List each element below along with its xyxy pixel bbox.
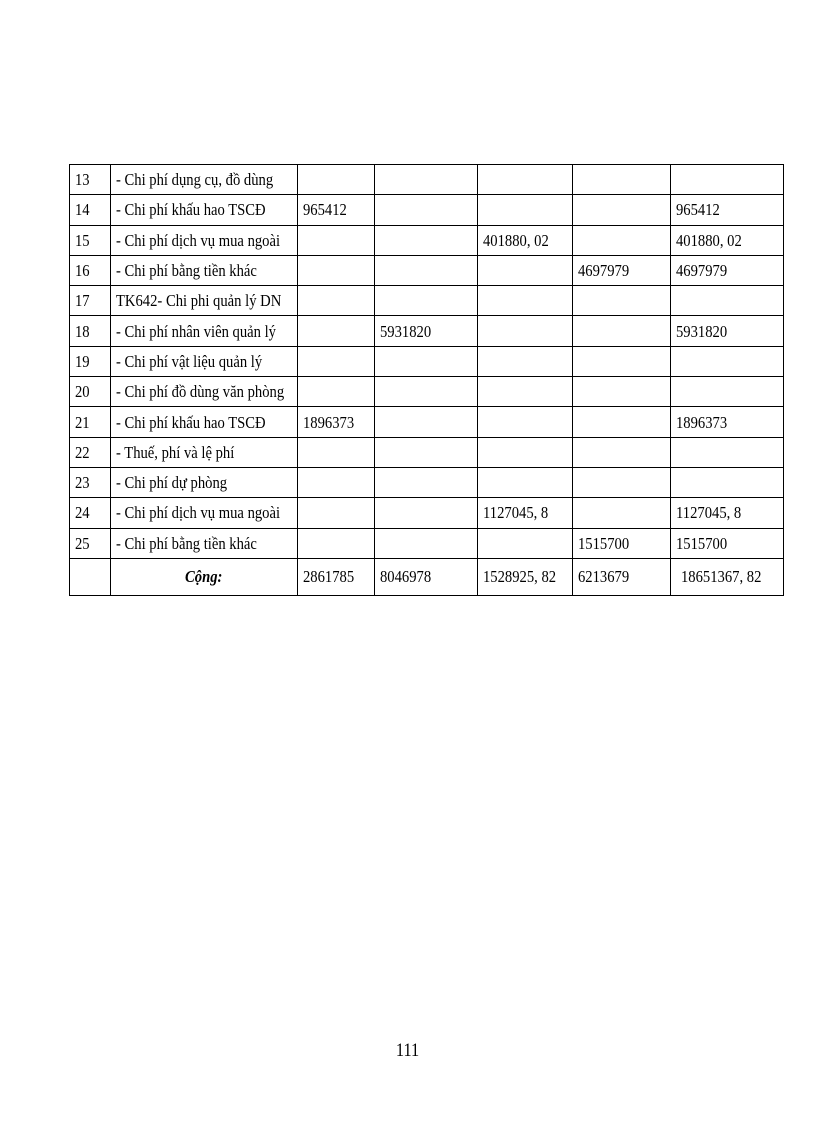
cell-text: 401880, 02	[483, 230, 549, 250]
table-cell-v5	[671, 528, 784, 558]
cell-text: 1896373	[303, 412, 355, 432]
cell-text: 1896373	[676, 412, 728, 432]
table-cell-v2	[375, 225, 478, 255]
cell-text: 19	[75, 351, 90, 371]
table-cell-desc	[111, 225, 298, 255]
table-cell-no	[70, 528, 111, 558]
total-cell-v2	[375, 558, 478, 595]
total-cell-v4	[573, 558, 671, 595]
table-cell-v3	[478, 195, 573, 225]
table-cell-v4	[573, 286, 671, 316]
table-row	[70, 528, 784, 558]
table-cell-desc	[111, 407, 298, 437]
table-cell-v1	[298, 498, 375, 528]
table-cell-v3	[478, 286, 573, 316]
table-cell-v2	[375, 286, 478, 316]
table-cell-v1	[298, 316, 375, 346]
table-cell-v3	[478, 346, 573, 376]
table-row	[70, 165, 784, 195]
table-cell-v2	[375, 437, 478, 467]
table-cell-no	[70, 407, 111, 437]
table-row	[70, 377, 784, 407]
cell-text: - Chi phí nhân viên quản lý	[116, 321, 276, 341]
cell-text: 5931820	[380, 321, 432, 341]
table-cell-v4	[573, 346, 671, 376]
table-cell-v5	[671, 467, 784, 497]
cell-text: 18	[75, 321, 90, 341]
table-cell-v3	[478, 316, 573, 346]
cell-text: 25	[75, 533, 90, 553]
table-cell-v4	[573, 437, 671, 467]
table-row	[70, 195, 784, 225]
cell-text: - Chi phí bằng tiền khác	[116, 261, 257, 281]
total-row	[70, 558, 784, 595]
cell-text: 1515700	[676, 533, 728, 553]
table-cell-v1	[298, 437, 375, 467]
cell-text: 20	[75, 382, 90, 402]
table-cell-no	[70, 225, 111, 255]
table-cell-no	[70, 437, 111, 467]
cell-text: - Chi phí dụng cụ, đồ dùng	[116, 170, 274, 190]
table-cell-v4	[573, 467, 671, 497]
cell-text: 1528925, 82	[483, 567, 557, 587]
total-cell-v5	[671, 558, 784, 595]
table-cell-desc	[111, 528, 298, 558]
cell-text: TK642- Chi phi quản lý DN	[116, 291, 282, 311]
table-cell-v4	[573, 225, 671, 255]
table-cell-v1	[298, 467, 375, 497]
table-cell-v1	[298, 255, 375, 285]
table-cell-no	[70, 498, 111, 528]
total-cell-v1	[298, 558, 375, 595]
table-cell-v2	[375, 528, 478, 558]
table-cell-no	[70, 467, 111, 497]
table-cell-v1	[298, 165, 375, 195]
table-cell-v4	[573, 377, 671, 407]
table-cell-desc	[111, 498, 298, 528]
table-row	[70, 255, 784, 285]
table-row	[70, 498, 784, 528]
table-cell-no	[70, 346, 111, 376]
cell-text: 24	[75, 503, 90, 523]
total-cell-empty	[70, 558, 111, 595]
table-cell-v2	[375, 195, 478, 225]
table-cell-v3	[478, 255, 573, 285]
table-cell-desc	[111, 165, 298, 195]
table-cell-v1	[298, 346, 375, 376]
cell-text: 23	[75, 473, 90, 493]
page-number	[0, 1040, 816, 1062]
page-number-text: 111	[396, 1040, 420, 1061]
table-cell-v3	[478, 467, 573, 497]
table-cell-desc	[111, 255, 298, 285]
table-cell-v4	[573, 165, 671, 195]
table-cell-v5	[671, 437, 784, 467]
table-cell-v3	[478, 437, 573, 467]
cell-text: 965412	[303, 200, 347, 220]
table-cell-no	[70, 286, 111, 316]
table-cell-v2	[375, 498, 478, 528]
cell-text: 5931820	[676, 321, 728, 341]
table-cell-v3	[478, 528, 573, 558]
table-cell-v2	[375, 316, 478, 346]
cell-text: 4697979	[578, 261, 630, 281]
table-cell-no	[70, 195, 111, 225]
cell-text: 6213679	[578, 567, 630, 587]
cost-allocation-table	[69, 164, 784, 596]
table-cell-v3	[478, 498, 573, 528]
table-cell-v5	[671, 498, 784, 528]
table-cell-v3	[478, 165, 573, 195]
table-cell-desc	[111, 346, 298, 376]
table-cell-v1	[298, 195, 375, 225]
table-cell-desc	[111, 195, 298, 225]
table-cell-desc	[111, 437, 298, 467]
cell-text: 8046978	[380, 567, 432, 587]
table-cell-v2	[375, 346, 478, 376]
table-cell-v5	[671, 225, 784, 255]
table-cell-v5	[671, 346, 784, 376]
table-cell-v5	[671, 286, 784, 316]
cell-text: - Chi phí bằng tiền khác	[116, 533, 257, 553]
table-row	[70, 467, 784, 497]
table-row	[70, 407, 784, 437]
cell-text: - Thuế, phí và lệ phí	[116, 442, 235, 462]
table-cell-v2	[375, 165, 478, 195]
table-cell-v3	[478, 225, 573, 255]
table-row	[70, 225, 784, 255]
table-cell-v3	[478, 377, 573, 407]
cell-text: 965412	[676, 200, 720, 220]
table-cell-v2	[375, 467, 478, 497]
cell-text: 1127045, 8	[483, 503, 549, 523]
cell-text: 13	[75, 170, 90, 190]
table-cell-v3	[478, 407, 573, 437]
cell-text: - Chi phí dự phòng	[116, 473, 228, 493]
table-cell-v4	[573, 407, 671, 437]
table-cell-v1	[298, 286, 375, 316]
table-cell-v1	[298, 528, 375, 558]
table-cell-v1	[298, 407, 375, 437]
cell-text: 401880, 02	[676, 230, 742, 250]
table-cell-v5	[671, 407, 784, 437]
table-cell-v5	[671, 255, 784, 285]
cell-text: 4697979	[676, 261, 728, 281]
cell-text: - Chi phí dịch vụ mua ngoài	[116, 503, 281, 523]
cell-text: 21	[75, 412, 90, 432]
table-cell-v1	[298, 225, 375, 255]
table-cell-v4	[573, 498, 671, 528]
table-cell-no	[70, 316, 111, 346]
table-cell-v4	[573, 195, 671, 225]
cell-text: 15	[75, 230, 90, 250]
cell-text: 17	[75, 291, 90, 311]
table-cell-v5	[671, 377, 784, 407]
table-row	[70, 286, 784, 316]
table-cell-v4	[573, 255, 671, 285]
cell-text: - Chi phí đồ dùng văn phòng	[116, 382, 285, 402]
table-cell-v2	[375, 407, 478, 437]
cell-text: 16	[75, 261, 90, 281]
cell-text: 14	[75, 200, 90, 220]
cell-text: 22	[75, 442, 90, 462]
cell-text: 1515700	[578, 533, 630, 553]
table-cell-v5	[671, 316, 784, 346]
table-cell-desc	[111, 377, 298, 407]
table-cell-v1	[298, 377, 375, 407]
table-cell-no	[70, 165, 111, 195]
cell-text: Cộng:	[185, 567, 223, 587]
table-cell-no	[70, 377, 111, 407]
total-cell-v3	[478, 558, 573, 595]
cell-text: 2861785	[303, 567, 355, 587]
table-cell-v2	[375, 377, 478, 407]
cell-text: - Chi phí dịch vụ mua ngoài	[116, 230, 281, 250]
table-cell-v5	[671, 195, 784, 225]
cell-text: - Chi phí khấu hao TSCĐ	[116, 200, 266, 220]
table-row	[70, 346, 784, 376]
table-cell-desc	[111, 286, 298, 316]
table-cell-v2	[375, 255, 478, 285]
table-row	[70, 437, 784, 467]
cell-text: - Chi phí vật liệu quản lý	[116, 351, 263, 371]
table-cell-v4	[573, 316, 671, 346]
cell-text: - Chi phí khấu hao TSCĐ	[116, 412, 266, 432]
table-cell-desc	[111, 316, 298, 346]
table-cell-v4	[573, 528, 671, 558]
table-cell-no	[70, 255, 111, 285]
table-cell-desc	[111, 467, 298, 497]
cell-text: 18651367, 82	[681, 567, 762, 587]
table-body	[70, 165, 784, 596]
table-row	[70, 316, 784, 346]
total-cell-label	[111, 558, 298, 595]
table-cell-v5	[671, 165, 784, 195]
cell-text: 1127045, 8	[676, 503, 742, 523]
